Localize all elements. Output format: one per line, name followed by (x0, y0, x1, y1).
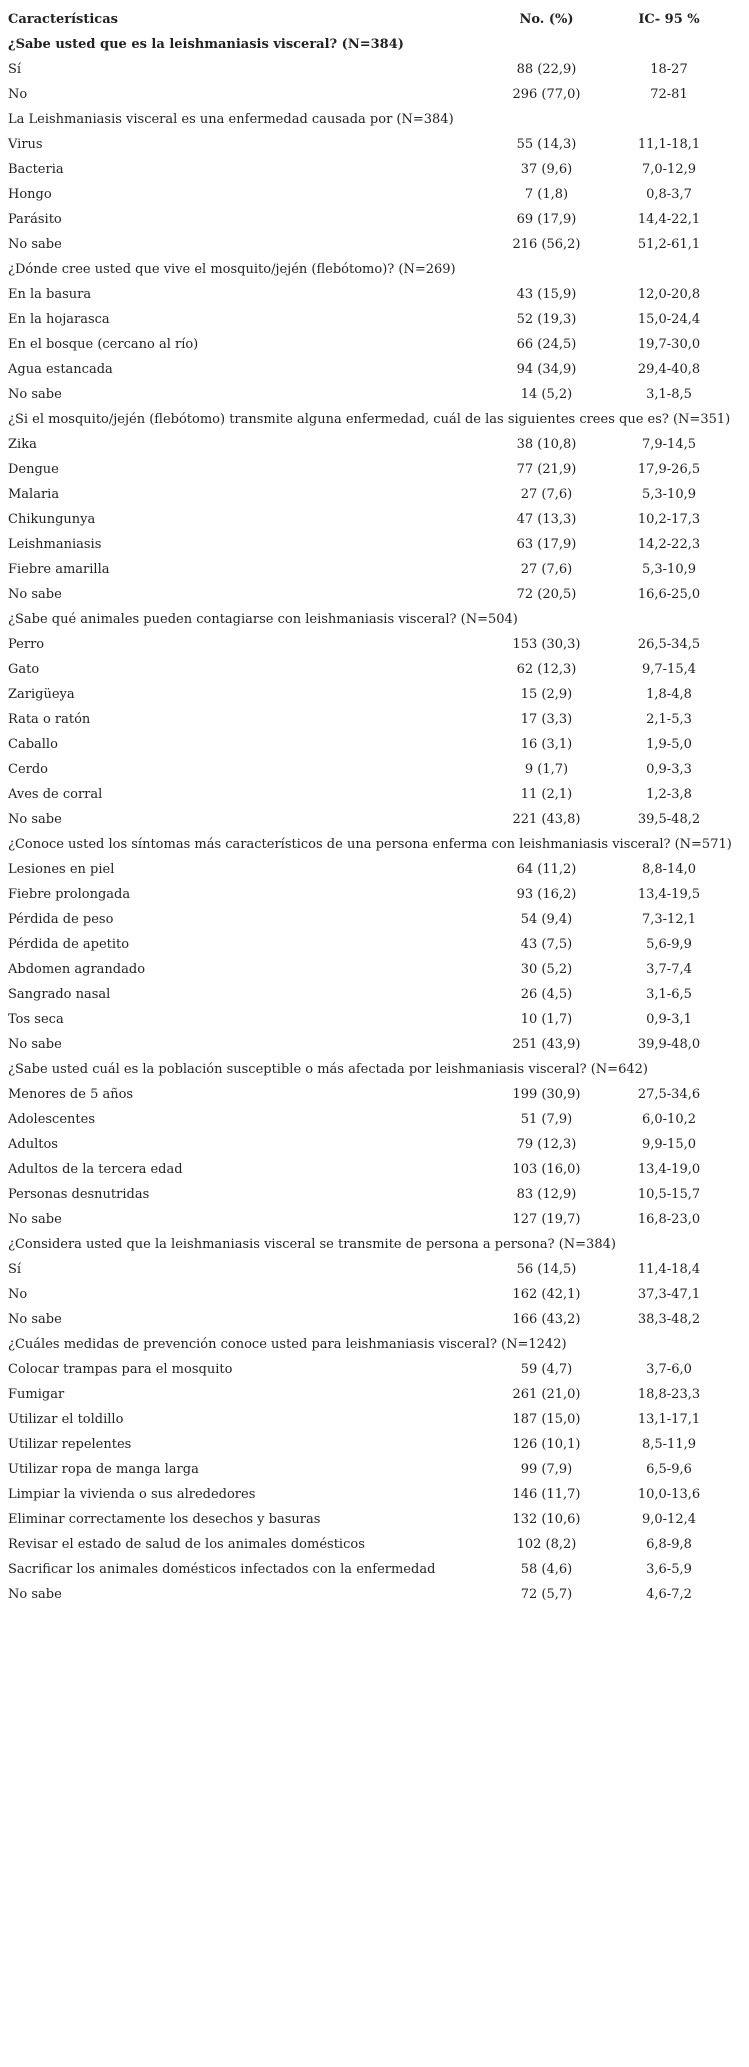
row-ci: 0,8-3,7 (646, 187, 692, 202)
row-label: No sabe (8, 387, 62, 402)
row-label: No sabe (8, 587, 62, 602)
table-row (8, 632, 733, 657)
row-label: Dengue (8, 462, 59, 477)
row-ci: 16,6-25,0 (637, 587, 701, 602)
table-row (8, 1007, 733, 1032)
table-row (8, 582, 733, 607)
section-title (8, 257, 733, 282)
table-row (8, 932, 733, 957)
row-ci: 6,5-9,6 (646, 1462, 692, 1477)
row-label: Sangrado nasal (8, 987, 111, 1002)
row-count: 43 (7,5) (520, 937, 573, 952)
row-label: Utilizar repelentes (8, 1437, 132, 1452)
table-row (8, 532, 733, 557)
table-row (8, 707, 733, 732)
row-label: Pérdida de peso (8, 912, 114, 927)
row-count: 7 (1,8) (524, 187, 569, 202)
table-row (8, 82, 733, 107)
row-count: 38 (10,8) (516, 437, 577, 452)
table-row (8, 1457, 733, 1482)
row-count: 146 (11,7) (512, 1487, 581, 1502)
row-count: 261 (21,0) (512, 1387, 581, 1402)
row-ci: 13,4-19,5 (637, 887, 701, 902)
row-ci: 12,0-20,8 (637, 287, 701, 302)
row-count: 63 (17,9) (516, 537, 577, 552)
row-label: No sabe (8, 1587, 62, 1602)
row-label: Utilizar el toldillo (8, 1412, 124, 1427)
row-count: 221 (43,8) (512, 812, 581, 827)
row-label: Sí (8, 62, 22, 77)
row-count: 26 (4,5) (520, 987, 573, 1002)
row-ci: 5,3-10,9 (641, 562, 696, 577)
table-row (8, 1257, 733, 1282)
row-count: 162 (42,1) (512, 1287, 581, 1302)
row-label: Fumigar (8, 1387, 65, 1402)
table-row (8, 857, 733, 882)
section-title (8, 107, 733, 132)
table-row (8, 1182, 733, 1207)
row-count: 127 (19,7) (512, 1212, 581, 1227)
row-label: Zarigüeya (8, 687, 75, 702)
table-row (8, 1432, 733, 1457)
table-row (8, 1407, 733, 1432)
row-label: Lesiones en piel (8, 862, 115, 877)
row-ci: 9,7-15,4 (641, 662, 696, 677)
row-label: Personas desnutridas (8, 1187, 150, 1202)
row-ci: 39,5-48,2 (637, 812, 701, 827)
table-row (8, 1532, 733, 1557)
row-ci: 3,7-7,4 (646, 962, 692, 977)
section-title (8, 1332, 733, 1357)
row-ci: 1,2-3,8 (646, 787, 692, 802)
row-label: Sacrificar los animales domésticos infectados con la enfermedad (8, 1562, 436, 1577)
table-row (8, 1282, 733, 1307)
row-count: 88 (22,9) (516, 62, 577, 77)
row-label: Hongo (8, 187, 52, 202)
row-label: Adolescentes (8, 1112, 95, 1127)
section-question: ¿Conoce usted los síntomas más característicos de una persona enferma con leishmaniasis visceral? (N=571) (8, 837, 732, 852)
row-label: Colocar trampas para el mosquito (8, 1362, 233, 1377)
table-row (8, 282, 733, 307)
row-ci: 5,3-10,9 (641, 487, 696, 502)
row-ci: 37,3-47,1 (637, 1287, 701, 1302)
row-label: Adultos de la tercera edad (8, 1162, 183, 1177)
row-label: Menores de 5 años (8, 1087, 134, 1102)
row-count: 47 (13,3) (516, 512, 577, 527)
row-label: Caballo (8, 737, 58, 752)
table-row (8, 1307, 733, 1332)
row-label: Revisar el estado de salud de los animales domésticos (8, 1537, 365, 1552)
row-count: 69 (17,9) (516, 212, 577, 227)
row-count: 27 (7,6) (520, 487, 573, 502)
row-ci: 18,8-23,3 (637, 1387, 701, 1402)
row-label: Virus (8, 137, 43, 152)
row-ci: 17,9-26,5 (637, 462, 701, 477)
table-row (8, 882, 733, 907)
row-ci: 72-81 (650, 87, 688, 102)
row-count: 52 (19,3) (516, 312, 577, 327)
row-ci: 5,6-9,9 (646, 937, 692, 952)
row-count: 37 (9,6) (520, 162, 573, 177)
row-label: Abdomen agrandado (8, 962, 146, 977)
section-question: ¿Si el mosquito/jején (flebótomo) transmite alguna enfermedad, cuál de las siguientes crees que es? (N=351) (8, 412, 731, 427)
table-row (8, 457, 733, 482)
row-label: No sabe (8, 1212, 62, 1227)
table-row (8, 332, 733, 357)
row-ci: 0,9-3,1 (646, 1012, 692, 1027)
row-ci: 8,5-11,9 (641, 1437, 696, 1452)
row-label: Aves de corral (8, 787, 103, 802)
row-count: 103 (16,0) (512, 1162, 581, 1177)
section-question: ¿Dónde cree usted que vive el mosquito/jején (flebótomo)? (N=269) (8, 262, 456, 277)
row-label: Pérdida de apetito (8, 937, 130, 952)
table-row (8, 1382, 733, 1407)
section-title (8, 32, 733, 57)
row-ci: 29,4-40,8 (637, 362, 701, 377)
table-header (8, 7, 733, 32)
section-title (8, 407, 733, 432)
table-body (8, 32, 733, 1607)
row-count: 17 (3,3) (520, 712, 573, 727)
row-count: 102 (8,2) (516, 1537, 577, 1552)
section-question: ¿Considera usted que la leishmaniasis visceral se transmite de persona a persona? (N=384) (8, 1237, 616, 1252)
table-row (8, 482, 733, 507)
row-ci: 3,6-5,9 (646, 1562, 692, 1577)
row-ci: 16,8-23,0 (637, 1212, 701, 1227)
row-label: Chikungunya (8, 512, 96, 527)
table-row (8, 182, 733, 207)
row-count: 166 (43,2) (512, 1312, 581, 1327)
table-row (8, 207, 733, 232)
table-row (8, 907, 733, 932)
row-count: 51 (7,9) (520, 1112, 573, 1127)
row-ci: 6,8-9,8 (646, 1537, 692, 1552)
row-count: 66 (24,5) (516, 337, 577, 352)
row-ci: 7,9-14,5 (641, 437, 696, 452)
row-count: 132 (10,6) (512, 1512, 581, 1527)
row-label: Limpiar la vivienda o sus alrededores (8, 1487, 256, 1502)
row-label: Gato (8, 662, 40, 677)
row-ci: 11,4-18,4 (637, 1262, 701, 1277)
section-question: ¿Cuáles medidas de prevención conoce usted para leishmaniasis visceral? (N=1242) (8, 1337, 567, 1352)
row-ci: 10,5-15,7 (637, 1187, 701, 1202)
row-label: En la basura (8, 287, 92, 302)
row-label: Zika (8, 437, 37, 452)
section-question: La Leishmaniasis visceral es una enfermedad causada por (N=384) (8, 112, 454, 127)
table-row (8, 782, 733, 807)
row-ci: 14,4-22,1 (637, 212, 701, 227)
table-row (8, 982, 733, 1007)
table-row (8, 807, 733, 832)
table-row (8, 1157, 733, 1182)
row-label: Fiebre prolongada (8, 887, 131, 902)
row-label: No (8, 1287, 28, 1302)
row-label: Bacteria (8, 162, 64, 177)
row-count: 153 (30,3) (512, 637, 581, 652)
row-count: 77 (21,9) (516, 462, 577, 477)
row-ci: 7,0-12,9 (641, 162, 696, 177)
row-count: 58 (4,6) (520, 1562, 573, 1577)
table-row (8, 1207, 733, 1232)
table-row (8, 57, 733, 82)
row-count: 27 (7,6) (520, 562, 573, 577)
table-row (8, 1107, 733, 1132)
row-label: No (8, 87, 28, 102)
row-count: 72 (5,7) (520, 1587, 573, 1602)
table-row (8, 682, 733, 707)
table-row (8, 1507, 733, 1532)
table-row (8, 507, 733, 532)
table-row (8, 157, 733, 182)
row-label: Leishmaniasis (8, 537, 102, 552)
row-ci: 8,8-14,0 (641, 862, 696, 877)
row-count: 14 (5,2) (520, 387, 573, 402)
section-title (8, 607, 733, 632)
row-label: No sabe (8, 237, 62, 252)
row-ci: 3,7-6,0 (646, 1362, 692, 1377)
table-row (8, 657, 733, 682)
row-ci: 26,5-34,5 (637, 637, 701, 652)
row-ci: 7,3-12,1 (641, 912, 696, 927)
row-count: 11 (2,1) (520, 787, 573, 802)
table-row (8, 1582, 733, 1607)
row-count: 94 (34,9) (516, 362, 577, 377)
row-ci: 38,3-48,2 (637, 1312, 701, 1327)
row-label: Parásito (8, 212, 62, 227)
row-count: 251 (43,9) (512, 1037, 581, 1052)
row-label: Rata o ratón (8, 712, 91, 727)
row-count: 30 (5,2) (520, 962, 573, 977)
row-count: 79 (12,3) (516, 1137, 577, 1152)
table-row (8, 1482, 733, 1507)
row-count: 216 (56,2) (512, 237, 581, 252)
table-row (8, 1557, 733, 1582)
section-question: ¿Sabe usted que es la leishmaniasis visceral? (N=384) (8, 37, 404, 52)
section-title (8, 1232, 733, 1257)
row-count: 10 (1,7) (520, 1012, 573, 1027)
table-row (8, 132, 733, 157)
row-ci: 19,7-30,0 (637, 337, 701, 352)
row-count: 83 (12,9) (516, 1187, 577, 1202)
header-characteristics: Características (8, 12, 118, 27)
table-row (8, 557, 733, 582)
row-label: No sabe (8, 1037, 62, 1052)
table-row (8, 1082, 733, 1107)
row-count: 296 (77,0) (512, 87, 581, 102)
row-ci: 3,1-8,5 (646, 387, 692, 402)
row-label: Utilizar ropa de manga larga (8, 1462, 199, 1477)
row-ci: 1,9-5,0 (646, 737, 692, 752)
header-ci: IC- 95 % (638, 12, 700, 27)
row-ci: 18-27 (650, 62, 688, 77)
table-row (8, 732, 733, 757)
section-title (8, 832, 733, 857)
row-ci: 9,9-15,0 (641, 1137, 696, 1152)
table-row (8, 232, 733, 257)
row-ci: 2,1-5,3 (646, 712, 692, 727)
row-label: No sabe (8, 812, 62, 827)
table-row (8, 957, 733, 982)
row-label: Perro (8, 637, 45, 652)
row-count: 43 (15,9) (516, 287, 577, 302)
row-count: 56 (14,5) (516, 1262, 577, 1277)
row-ci: 0,9-3,3 (646, 762, 692, 777)
row-count: 55 (14,3) (516, 137, 577, 152)
row-label: Tos seca (8, 1012, 64, 1027)
row-count: 9 (1,7) (524, 762, 569, 777)
row-label: Agua estancada (8, 362, 113, 377)
row-label: En el bosque (cercano al río) (8, 337, 199, 352)
row-ci: 3,1-6,5 (646, 987, 692, 1002)
row-count: 93 (16,2) (516, 887, 577, 902)
row-label: Sí (8, 1262, 22, 1277)
row-label: Cerdo (8, 762, 49, 777)
row-ci: 6,0-10,2 (641, 1112, 696, 1127)
table-row (8, 382, 733, 407)
row-count: 15 (2,9) (520, 687, 573, 702)
row-ci: 14,2-22,3 (637, 537, 701, 552)
row-count: 126 (10,1) (512, 1437, 581, 1452)
section-question: ¿Sabe usted cuál es la población susceptible o más afectada por leishmaniasis visceral? (N=642) (8, 1062, 648, 1077)
row-ci: 13,1-17,1 (637, 1412, 701, 1427)
row-ci: 10,0-13,6 (637, 1487, 701, 1502)
row-count: 187 (15,0) (512, 1412, 581, 1427)
row-ci: 11,1-18,1 (637, 137, 701, 152)
row-count: 99 (7,9) (520, 1462, 573, 1477)
row-ci: 10,2-17,3 (637, 512, 701, 527)
row-label: Adultos (8, 1137, 58, 1152)
row-ci: 13,4-19,0 (637, 1162, 701, 1177)
row-count: 62 (12,3) (516, 662, 577, 677)
row-label: En la hojarasca (8, 312, 110, 327)
row-ci: 51,2-61,1 (637, 237, 701, 252)
row-count: 59 (4,7) (520, 1362, 573, 1377)
row-count: 16 (3,1) (520, 737, 573, 752)
row-ci: 15,0-24,4 (637, 312, 701, 327)
row-count: 54 (9,4) (520, 912, 573, 927)
table-row (8, 1132, 733, 1157)
table-row (8, 1357, 733, 1382)
section-title (8, 1057, 733, 1082)
section-question: ¿Sabe qué animales pueden contagiarse con leishmaniasis visceral? (N=504) (8, 612, 518, 627)
row-count: 199 (30,9) (512, 1087, 581, 1102)
table-row (8, 757, 733, 782)
row-count: 72 (20,5) (516, 587, 577, 602)
table-row (8, 1032, 733, 1057)
survey-table (8, 7, 733, 1607)
row-label: No sabe (8, 1312, 62, 1327)
table-row (8, 357, 733, 382)
row-label: Eliminar correctamente los desechos y basuras (8, 1512, 321, 1527)
row-ci: 39,9-48,0 (637, 1037, 701, 1052)
table-row (8, 307, 733, 332)
row-label: Malaria (8, 487, 60, 502)
row-ci: 4,6-7,2 (646, 1587, 692, 1602)
header-count: No. (%) (519, 12, 574, 27)
row-label: Fiebre amarilla (8, 562, 110, 577)
row-ci: 27,5-34,6 (637, 1087, 701, 1102)
row-ci: 1,8-4,8 (646, 687, 692, 702)
row-ci: 9,0-12,4 (641, 1512, 696, 1527)
table-row (8, 432, 733, 457)
row-count: 64 (11,2) (516, 862, 577, 877)
